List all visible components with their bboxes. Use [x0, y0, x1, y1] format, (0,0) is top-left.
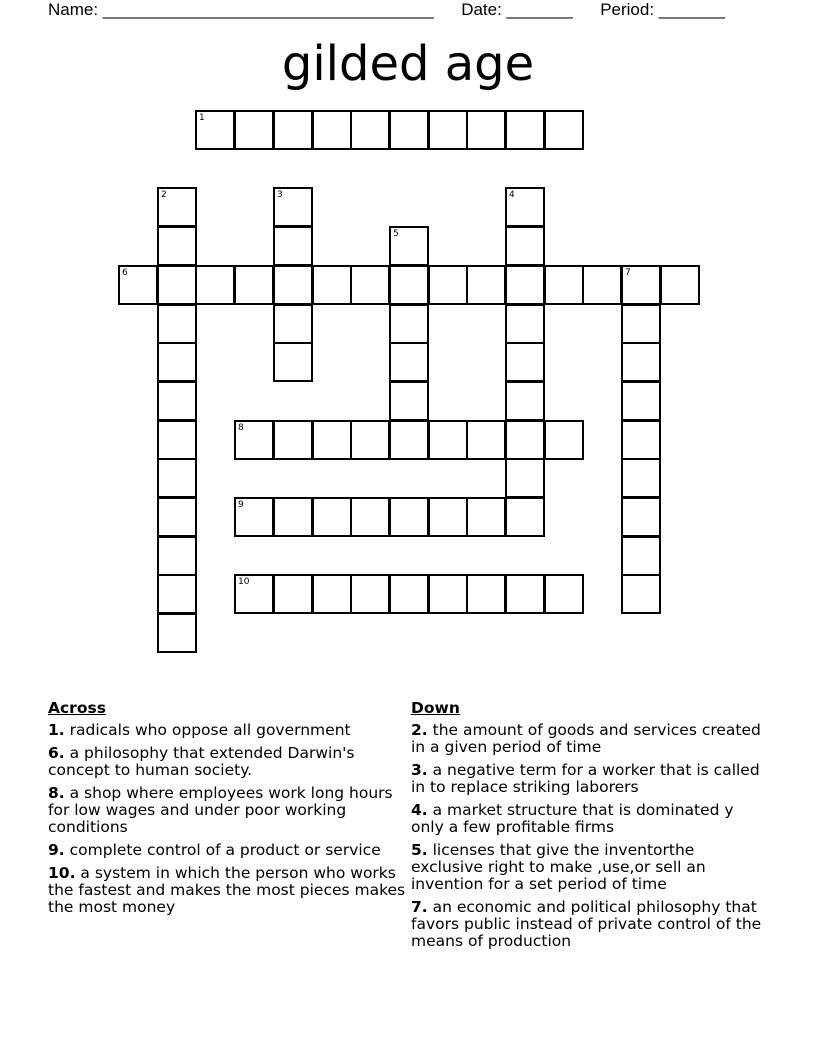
grid-cell[interactable] — [389, 574, 429, 614]
clue-down-3 — [411, 762, 771, 796]
cell-number: 3 — [277, 190, 283, 200]
grid-cell[interactable] — [157, 536, 197, 576]
grid-cell[interactable] — [621, 458, 661, 498]
grid-cell[interactable] — [621, 342, 661, 382]
grid-cell[interactable] — [466, 265, 506, 305]
grid-cell[interactable] — [389, 420, 429, 460]
clue-text: radicals who oppose all government — [69, 721, 351, 739]
cell-number: 7 — [625, 268, 631, 278]
clue-text: licenses that give the inventorthe exclusive right to make ,use,or sell an invention for a set period of time — [411, 841, 706, 893]
grid-cell[interactable] — [428, 497, 468, 537]
clue-across-6 — [48, 745, 408, 779]
grid-cell[interactable] — [544, 420, 584, 460]
name-field-label: Name: ___________________________________ — [48, 0, 434, 19]
clue-text: the amount of goods and services created in a given period of time — [411, 721, 761, 756]
grid-cell[interactable] — [428, 574, 468, 614]
cell-number: 4 — [509, 190, 515, 200]
grid-cell[interactable] — [389, 342, 429, 382]
grid-cell[interactable] — [118, 265, 158, 305]
grid-cell[interactable] — [621, 265, 661, 305]
grid-cell[interactable] — [505, 226, 545, 266]
grid-cell[interactable] — [273, 187, 313, 227]
grid-cell[interactable] — [273, 497, 313, 537]
clue-number: 6. — [48, 744, 65, 762]
grid-cell[interactable] — [350, 265, 390, 305]
clue-number: 5. — [411, 841, 428, 859]
cell-number: 1 — [199, 113, 205, 123]
grid-cell[interactable] — [389, 110, 429, 150]
grid-cell[interactable] — [466, 497, 506, 537]
clue-text: complete control of a product or service — [69, 841, 381, 859]
grid-cell[interactable] — [428, 265, 468, 305]
cell-number: 5 — [393, 229, 399, 239]
grid-cell[interactable] — [350, 420, 390, 460]
date-field-label: Date: _______ — [461, 0, 573, 19]
grid-cell[interactable] — [157, 381, 197, 421]
grid-cell[interactable] — [157, 420, 197, 460]
grid-cell[interactable] — [273, 304, 313, 344]
down-heading: Down — [411, 699, 460, 717]
grid-cell[interactable] — [312, 420, 352, 460]
grid-cell[interactable] — [157, 187, 197, 227]
grid-cell[interactable] — [157, 342, 197, 382]
down-clues — [411, 700, 771, 956]
grid-cell[interactable] — [505, 342, 545, 382]
grid-cell[interactable] — [544, 110, 584, 150]
clue-across-10 — [48, 865, 408, 916]
grid-cell[interactable] — [350, 574, 390, 614]
grid-cell[interactable] — [273, 110, 313, 150]
grid-cell[interactable] — [234, 420, 274, 460]
clue-text: a shop where employees work long hours for low wages and under poor working conditions — [48, 784, 393, 836]
cell-number: 9 — [238, 500, 244, 510]
grid-cell[interactable] — [157, 613, 197, 653]
grid-cell[interactable] — [389, 226, 429, 266]
grid-cell[interactable] — [505, 110, 545, 150]
grid-cell[interactable] — [157, 304, 197, 344]
clue-text: a negative term for a worker that is called in to replace striking laborers — [411, 761, 760, 796]
grid-cell[interactable] — [621, 497, 661, 537]
grid-cell[interactable] — [621, 420, 661, 460]
grid-cell[interactable] — [312, 497, 352, 537]
grid-cell[interactable] — [466, 420, 506, 460]
clue-across-9 — [48, 842, 408, 859]
period-field-label: Period: _______ — [600, 0, 725, 19]
grid-cell[interactable] — [544, 574, 584, 614]
grid-cell[interactable] — [273, 226, 313, 266]
clue-text: a system in which the person who works the fastest and makes the most pieces makes the most money — [48, 864, 406, 916]
grid-cell[interactable] — [273, 420, 313, 460]
grid-cell[interactable] — [389, 265, 429, 305]
cell-number: 10 — [238, 577, 250, 587]
grid-cell[interactable] — [505, 304, 545, 344]
clue-down-7 — [411, 899, 771, 950]
grid-cell[interactable] — [312, 574, 352, 614]
clue-text: an economic and political philosophy that favors public instead of private control of the means of production — [411, 898, 762, 950]
grid-cell[interactable] — [505, 574, 545, 614]
grid-cell[interactable] — [466, 574, 506, 614]
page-title: gilded age — [281, 36, 535, 92]
clue-number: 4. — [411, 801, 428, 819]
grid-cell[interactable] — [312, 265, 352, 305]
grid-cell[interactable] — [505, 381, 545, 421]
clue-down-4 — [411, 802, 771, 836]
grid-cell[interactable] — [621, 536, 661, 576]
grid-cell[interactable] — [582, 265, 622, 305]
grid-cell[interactable] — [389, 381, 429, 421]
clue-text: a philosophy that extended Darwin's concept to human society. — [48, 744, 355, 779]
grid-cell[interactable] — [157, 226, 197, 266]
clue-number: 7. — [411, 898, 428, 916]
grid-cell[interactable] — [660, 265, 700, 305]
grid-cell[interactable] — [505, 458, 545, 498]
grid-cell[interactable] — [544, 265, 584, 305]
cell-number: 6 — [122, 268, 128, 278]
grid-cell[interactable] — [428, 110, 468, 150]
clue-across-1 — [48, 722, 408, 739]
grid-cell[interactable] — [273, 265, 313, 305]
grid-cell[interactable] — [195, 265, 235, 305]
clue-number: 2. — [411, 721, 428, 739]
grid-cell[interactable] — [273, 342, 313, 382]
grid-cell[interactable] — [157, 265, 197, 305]
grid-cell[interactable] — [157, 574, 197, 614]
clue-number: 9. — [48, 841, 65, 859]
grid-cell[interactable] — [157, 497, 197, 537]
grid-cell[interactable] — [234, 574, 274, 614]
grid-cell[interactable] — [195, 110, 235, 150]
grid-cell[interactable] — [505, 265, 545, 305]
clue-number: 3. — [411, 761, 428, 779]
grid-cell[interactable] — [505, 187, 545, 227]
grid-cell[interactable] — [312, 110, 352, 150]
grid-cell[interactable] — [350, 497, 390, 537]
grid-cell[interactable] — [389, 304, 429, 344]
grid-cell[interactable] — [234, 110, 274, 150]
clue-text: a market structure that is dominated y only a few profitable firms — [411, 801, 734, 836]
grid-cell[interactable] — [505, 497, 545, 537]
clue-number: 1. — [48, 721, 65, 739]
cell-number: 8 — [238, 423, 244, 433]
clue-number: 10. — [48, 864, 76, 882]
across-clues — [48, 700, 408, 922]
grid-cell[interactable] — [389, 497, 429, 537]
grid-cell[interactable] — [157, 458, 197, 498]
clue-number: 8. — [48, 784, 65, 802]
grid-cell[interactable] — [505, 420, 545, 460]
clue-across-8 — [48, 785, 408, 836]
clue-down-5 — [411, 842, 771, 893]
grid-cell[interactable] — [621, 304, 661, 344]
grid-cell[interactable] — [621, 574, 661, 614]
grid-cell[interactable] — [234, 497, 274, 537]
clue-down-2 — [411, 722, 771, 756]
grid-cell[interactable] — [428, 420, 468, 460]
grid-cell[interactable] — [466, 110, 506, 150]
across-heading: Across — [48, 699, 106, 717]
grid-cell[interactable] — [273, 574, 313, 614]
cell-number: 2 — [161, 190, 167, 200]
grid-cell[interactable] — [234, 265, 274, 305]
grid-cell[interactable] — [621, 381, 661, 421]
grid-cell[interactable] — [350, 110, 390, 150]
